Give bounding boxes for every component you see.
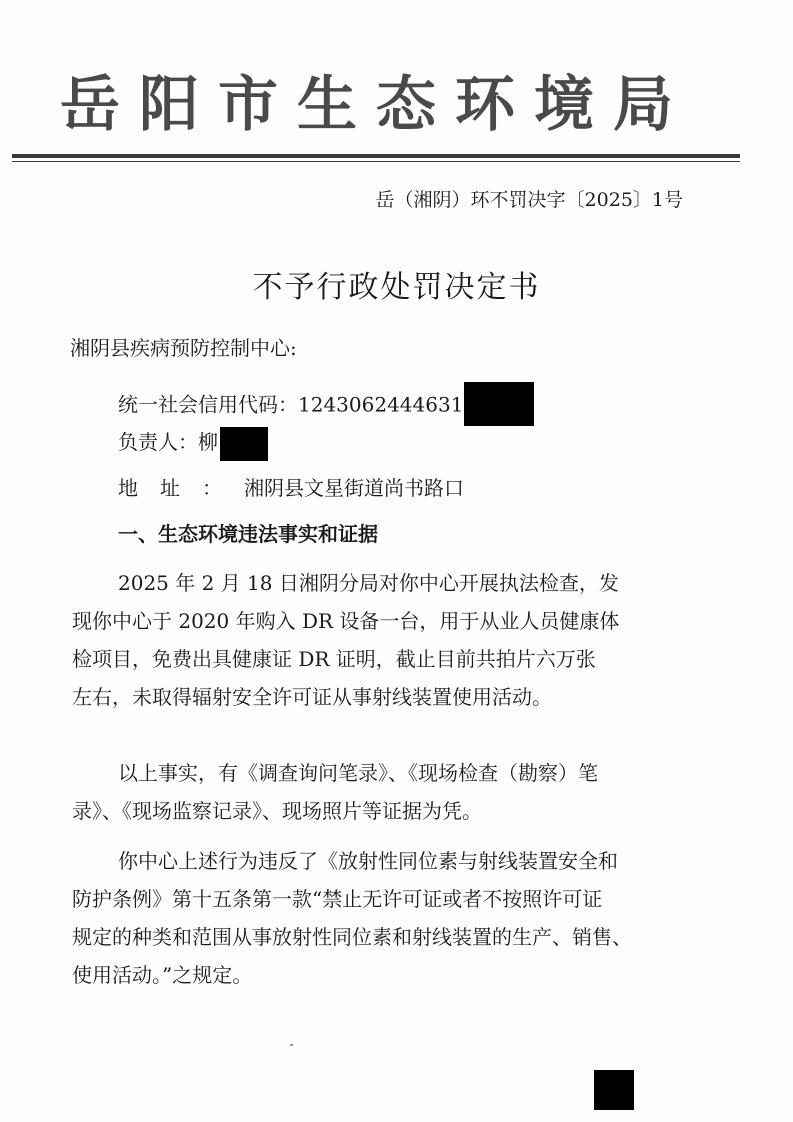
paragraph-line: 规定的种类和范围从事放射性同位素和射线装置的生产、销售、 xyxy=(72,925,632,949)
paragraph-line: 防护条例》第十五条第一款“禁止无许可证或者不按照许可证 xyxy=(72,887,603,911)
document-title: 不予行政处罚决定书 xyxy=(252,270,541,305)
paragraph-line: 以上事实，有《调查询问笔录》、《现场检查（勘察）笔 xyxy=(118,761,598,785)
letterhead-rule-thin xyxy=(12,161,740,162)
redaction-block xyxy=(220,427,268,461)
address-value: 湘阴县文星街道尚书路口 xyxy=(244,476,464,500)
paragraph-line: 2025 年 2 月 18 日湘阴分局对你中心开展执法检查，发 xyxy=(118,571,619,595)
paragraph-evidence xyxy=(72,754,712,830)
letterhead-rule-thick xyxy=(12,154,740,158)
agency-letterhead: 岳阳市生态环境局 xyxy=(60,70,692,140)
redaction-block xyxy=(464,382,534,426)
paragraph-line: 使用活动。”之规定。 xyxy=(72,963,253,987)
credit-code-line xyxy=(118,384,534,428)
footer-redaction-block xyxy=(594,1070,634,1110)
paragraph-line: 左右，未取得辐射安全许可证从事射线装置使用活动。 xyxy=(72,685,552,709)
credit-code-value: 1243062444631 xyxy=(298,392,464,417)
address-label: 地址： xyxy=(118,476,244,500)
responsible-label: 负责人： xyxy=(118,430,198,454)
paragraph-line: 录》、《现场监察记录》、现场照片等证据为凭。 xyxy=(72,799,482,823)
paragraph-violation xyxy=(72,842,712,994)
responsible-value: 柳 xyxy=(198,430,218,454)
paragraph-line: 检项目，免费出具健康证 DR 证明，截止目前共拍片六万张 xyxy=(72,647,596,671)
document-number: 岳（湘阴）环不罚决字〔2025〕1号 xyxy=(375,189,683,211)
paragraph-facts xyxy=(72,564,712,716)
credit-code-label: 统一社会信用代码： xyxy=(118,392,298,417)
section-heading: 一、生态环境违法事实和证据 xyxy=(118,522,378,546)
paragraph-line: 现你中心于 2020 年购入 DR 设备一台，用于从业人员健康体 xyxy=(72,609,620,633)
paragraph-line: 你中心上述行为违反了《放射性同位素与射线装置安全和 xyxy=(118,849,618,873)
address-line xyxy=(118,472,464,504)
responsible-line xyxy=(118,426,268,461)
recipient-name: 湘阴县疾病预防控制中心: xyxy=(70,336,297,360)
scan-speck xyxy=(290,1044,293,1046)
